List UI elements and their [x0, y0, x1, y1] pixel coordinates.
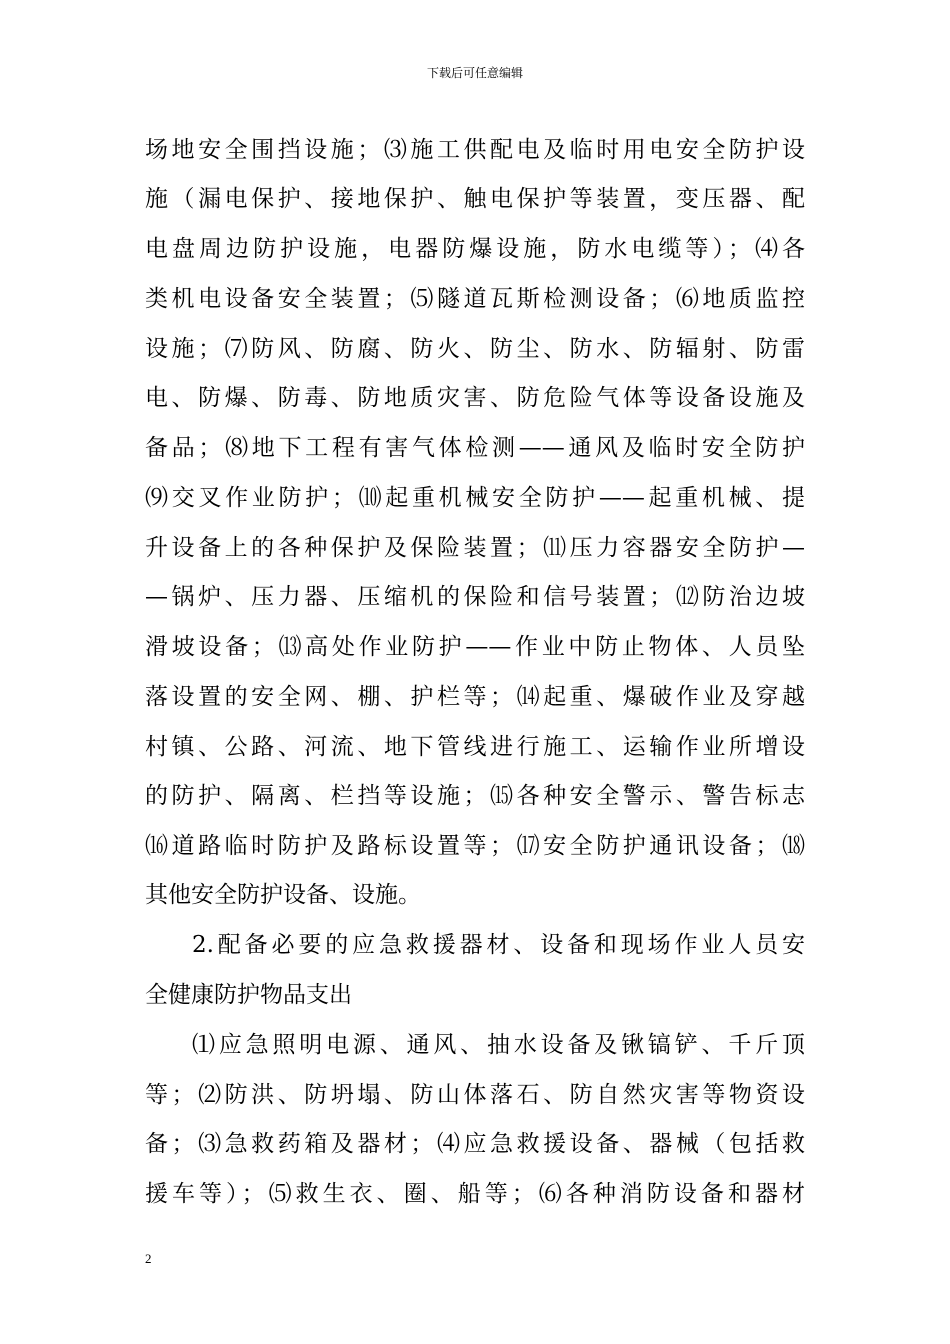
- body-line: 滑坡设备；⒀高处作业防护——作业中防止物体、人员坠: [145, 634, 805, 660]
- body-line: ⑼交叉作业防护；⑽起重机械安全防护——起重机械、提: [145, 485, 805, 511]
- section-heading-line: 2.配备必要的应急救援器材、设备和现场作业人员安: [192, 932, 805, 958]
- section-heading-line: 全健康防护物品支出: [145, 982, 352, 1008]
- body-line: ⒃道路临时防护及路标设置等；⒄安全防护通讯设备；⒅: [145, 833, 805, 859]
- body-line: 设施；⑺防风、防腐、防火、防尘、防水、防辐射、防雷: [145, 336, 805, 362]
- body-line: 升设备上的各种保护及保险装置；⑾压力容器安全防护—: [145, 535, 805, 561]
- body-line: 类机电设备安全装置；⑸隧道瓦斯检测设备；⑹地质监控: [145, 286, 805, 312]
- body-line: 电盘周边防护设施，电器防爆设施，防水电缆等）；⑷各: [145, 236, 805, 262]
- body-line: 场地安全围挡设施；⑶施工供配电及临时用电安全防护设: [145, 137, 805, 163]
- body-line: 落设置的安全网、棚、护栏等；⒁起重、爆破作业及穿越: [145, 684, 805, 710]
- body-line: 的防护、隔离、栏挡等设施；⒂各种安全警示、警告标志: [145, 783, 805, 809]
- body-line: 备；⑶急救药箱及器材；⑷应急救援设备、器械（包括救: [145, 1131, 805, 1157]
- body-line: 电、防爆、防毒、防地质灾害、防危险气体等设备设施及: [145, 385, 805, 411]
- page-number: 2: [145, 1251, 152, 1266]
- body-line: ⑴应急照明电源、通风、抽水设备及锹镐铲、千斤顶: [192, 1032, 805, 1058]
- body-line: 村镇、公路、河流、地下管线进行施工、运输作业所增设: [145, 734, 805, 760]
- page-header: 下载后可任意编辑: [426, 66, 523, 80]
- body-line: —锅炉、压力器、压缩机的保险和信号装置；⑿防治边坡: [145, 584, 805, 610]
- body-line: 施（漏电保护、接地保护、触电保护等装置，变压器、配: [145, 186, 805, 212]
- body-line: 援车等）；⑸救生衣、圈、船等；⑹各种消防设备和器材: [145, 1181, 805, 1207]
- body-line: 备品；⑻地下工程有害气体检测——通风及临时安全防护: [145, 435, 805, 461]
- body-line: 等；⑵防洪、防坍塌、防山体落石、防自然灾害等物资设: [145, 1082, 805, 1108]
- body-line: 其他安全防护设备、设施。: [145, 882, 421, 908]
